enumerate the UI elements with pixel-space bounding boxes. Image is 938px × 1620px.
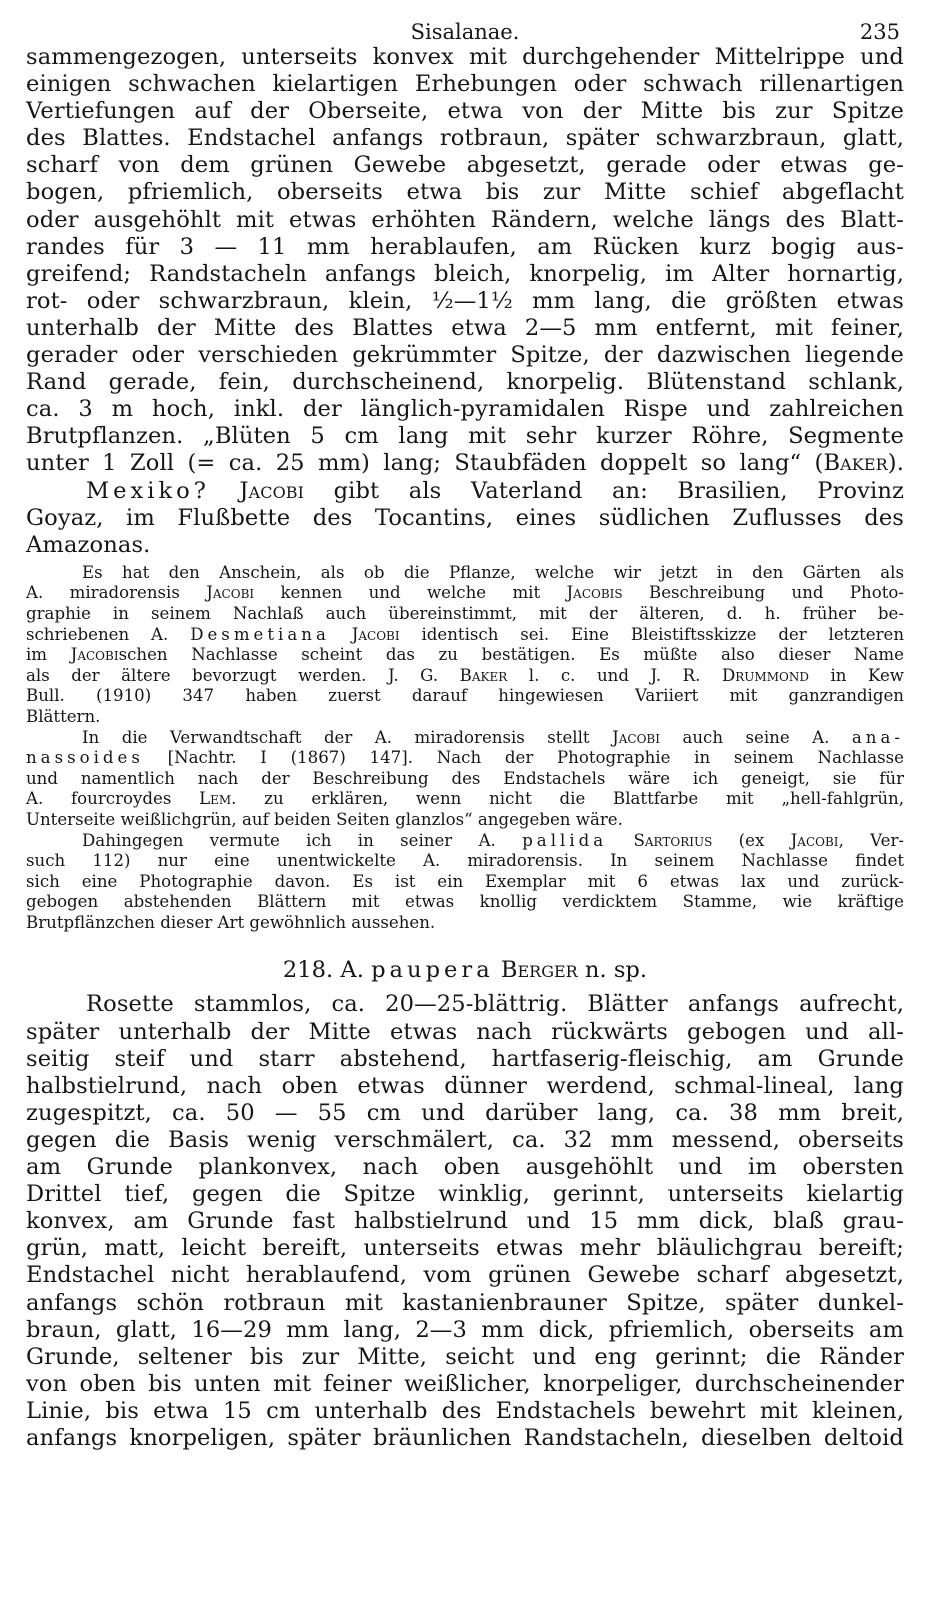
text-line: halbstielrund, nach oben etwas dünner werdend, schmal-lineal, lang [26,1072,904,1099]
author-name: Jacobi [239,477,305,504]
text-line: konvex, am Grunde fast halbstielrund und 15 mm dick, blaß grau- [26,1208,904,1235]
text-line: Vertiefungen auf der Oberseite, etwa von der Mitte bis zur Spitze [26,98,904,125]
text-run: l. c. und J. R. [507,665,722,685]
text-run: als der ältere bevorzugt werden. J. G. [26,665,460,685]
text-run: identisch sei. Eine Bleistiftsskizze der letzteren [399,624,905,644]
text-line: des Blattes. Endstachel anfangs rotbraun, später schwarzbraun, glatt, [26,125,904,152]
text-line: am Grunde plankonvex, nach oben ausgehöhlt und im obersten [26,1154,904,1181]
species-heading [26,955,904,985]
author-name: Sartorius [633,830,713,850]
text-run: ). [887,450,904,477]
text-line: Unterseite weißlichgrün, auf beiden Seiten glanzlos“ angegeben wäre. [26,809,623,829]
text-line: sich eine Photographie davon. Es ist ein Exemplar mit 6 etwas lax und zurück- [26,871,904,891]
text-run: (ex [712,830,791,850]
text-run: auch seine A. [659,727,852,747]
author-name: Jacobi [790,830,839,850]
author-name: Jacobis [566,583,623,603]
running-head [26,14,904,44]
note-1 [26,563,904,728]
text-line: Drittel tief, gegen die Spitze winklig, gerinnt, unterseits kielartig [26,1181,904,1208]
text-run: Beschreibung und Photo- [622,583,904,603]
text-line: sammengezogen, unterseits konvex mit durchgehender Mittelrippe und [26,44,904,70]
text-run: zu erklären, wenn nicht die Blattfarbe mit „hell-fahlgrün, [236,789,904,809]
species-description [26,991,904,1452]
author-name: Berger [500,957,578,984]
text-run: im [26,645,71,665]
text-line [26,789,904,810]
text-line: Grunde, seltener bis zur Mitte, seicht und eng gerinnt; die Ränder [26,1343,904,1370]
author-name: Baker [459,665,508,685]
text-line [26,831,904,852]
text-run: [Nachtr. I (1867) 147]. Nach der Photographie in seinem Nachlasse [143,748,904,768]
text-run: A. miradorensis [26,583,207,603]
text-line: Rand gerade, fein, durchscheinend, knorpelig. Blütenstand schlank, [26,369,904,396]
text-line: ca. 3 m hoch, inkl. der länglich-pyramidalen Rispe und zahlreichen [26,396,904,423]
species-name: nassoides [26,748,144,768]
author-name: Jacobi [612,727,660,747]
text-line: anfangs schön rotbraun mit kastanienbrauner Spitze, später dunkel- [26,1289,904,1316]
author-name: Baker [823,450,888,477]
text-run: 218. A. [282,957,372,984]
text-line [26,583,904,604]
author-name: Jacobi [351,624,400,644]
text-line: Amazonas. [26,531,151,558]
text-line [26,450,904,477]
text-run: gibt als Vaterland an: Brasilien, Provinz [304,477,904,504]
text-line: gerader oder verschieden gekrümmter Spitze, der dazwischen liegende [26,342,904,369]
text-line [26,666,904,687]
author-name: Lem. [199,789,237,809]
text-line [26,478,904,505]
text-line: greifend; Randstacheln anfangs bleich, knorpelig, im Alter hornartig, [26,260,904,287]
distribution-paragraph [26,478,904,559]
text-line: Brutpflanzen. „Blüten 5 cm lang mit sehr kurzer Röhre, Segmente [26,423,904,450]
text-line: Rosette stammlos, ca. 20—25-blättrig. Blätter anfangs aufrecht, [86,991,904,1018]
text-line: scharf von dem grünen Gewebe abgesetzt, gerade oder etwas ge- [26,152,904,179]
text-run: kennen und welche mit [254,583,567,603]
text-line [26,728,904,749]
text-line: bogen, pfriemlich, oberseits etwa bis zur Mitte schief abgeflacht [26,179,904,206]
text-line: Endstachel nicht herablaufend, vom grünen Gewebe scharf abgesetzt, [26,1262,904,1289]
text-line: braun, glatt, 16—29 mm lang, 2—3 mm dick, pfriemlich, oberseits am [26,1316,904,1343]
text-line: und namentlich nach der Beschreibung des Endstachels wäre ich geneigt, sie für [26,768,904,788]
text-line: seitig steif und starr abstehend, hartfaserig-fleischig, am Grunde [26,1045,904,1072]
author-name: Jacobi [206,583,255,603]
text-line: später unterhalb der Mitte etwas nach rückwärts gebogen und all- [26,1018,904,1045]
running-title: Sisalanae. [410,20,520,44]
text-line: Brutpflänzchen dieser Art gewöhnlich aussehen. [26,912,436,932]
text-line: gebogen abstehenden Blättern mit etwas knollig verdicktem Stamme, wie kräftige [26,892,904,912]
text-line: unterhalb der Mitte des Blattes etwa 2—5 mm entfernt, mit feiner, [26,314,904,341]
description-continued [26,44,904,478]
text-line: graphie in seinem Nachlaß auch übereinstimmt, mit der älteren, d. h. früher be- [26,603,904,623]
text-line [26,645,904,666]
species-name: pallida [522,830,608,850]
text-line: einigen schwachen kielartigen Erhebungen oder schwach rillenartigen [26,71,904,98]
species-name: ana- [851,727,904,747]
text-run: schen Nachlasse scheint das zu bestätigen. Es müßte also dieser Name [118,645,904,665]
text-run: , Ver- [838,830,905,850]
text-line: Blättern. [26,706,101,726]
text-line: Bull. (1910) 347 haben zuerst darauf hingewiesen Variiert mit ganzrandigen [26,686,904,706]
text-line: gegen die Basis wenig verschmälert, ca. 32 mm messend, oberseits [26,1126,904,1153]
author-name: Drummond [721,665,809,685]
text-run: in Kew [808,665,904,685]
text-run: unter 1 Zoll (= ca. 25 mm) lang; Staubfäden doppelt so lang“ ( [26,450,824,477]
text-line: grün, matt, leicht bereift, unterseits etwas mehr bläulichgrau bereift; [26,1235,904,1262]
text-run: n. sp. [577,957,648,984]
text-run: Dahingegen vermute ich in seiner A. [82,830,523,850]
text-line: anfangs knorpeligen, später bräunlichen Randstacheln, dieselben deltoid [26,1424,904,1451]
text-line: Linie, bis etwa 15 cm unterhalb des Endstachels bewehrt mit kleinen, [26,1397,904,1424]
text-line: Goyaz, im Flußbette des Tocantins, eines südlichen Zuflusses des [26,504,904,531]
text-run: schriebenen A. [26,624,191,644]
page-number: 235 [859,20,900,44]
text-line: rot- oder schwarzbraun, klein, ½—1½ mm lang, die größten etwas [26,287,904,314]
text-run: In die Verwandtschaft der A. miradorensis stellt [82,727,613,747]
text-run: A. fourcroydes [26,789,200,809]
species-name: paupera [371,957,494,984]
note-2 [26,728,904,831]
text-line [26,748,904,769]
text-line: Es hat den Anschein, als ob die Pflanze, welche wir jetzt in den Gärten als [82,562,904,582]
text-line: randes für 3 — 11 mm herablaufen, am Rücken kurz bogig aus- [26,233,904,260]
species-name: Desmetiana [190,624,330,644]
text-line: von oben bis unten mit feiner weißlicher, knorpeliger, durchscheinender [26,1370,904,1397]
text-line: oder ausgehöhlt mit etwas erhöhten Rändern, welche längs des Blatt- [26,206,904,233]
text-line [26,625,904,646]
note-3 [26,831,904,934]
text-line: such 112) nur eine unentwickelte A. miradorensis. In seinem Nachlasse findet [26,851,904,871]
locality: Mexiko? [86,477,210,504]
author-name: Jacobi [70,645,119,665]
text-line: zugespitzt, ca. 50 — 55 cm und darüber lang, ca. 38 mm breit, [26,1099,904,1126]
